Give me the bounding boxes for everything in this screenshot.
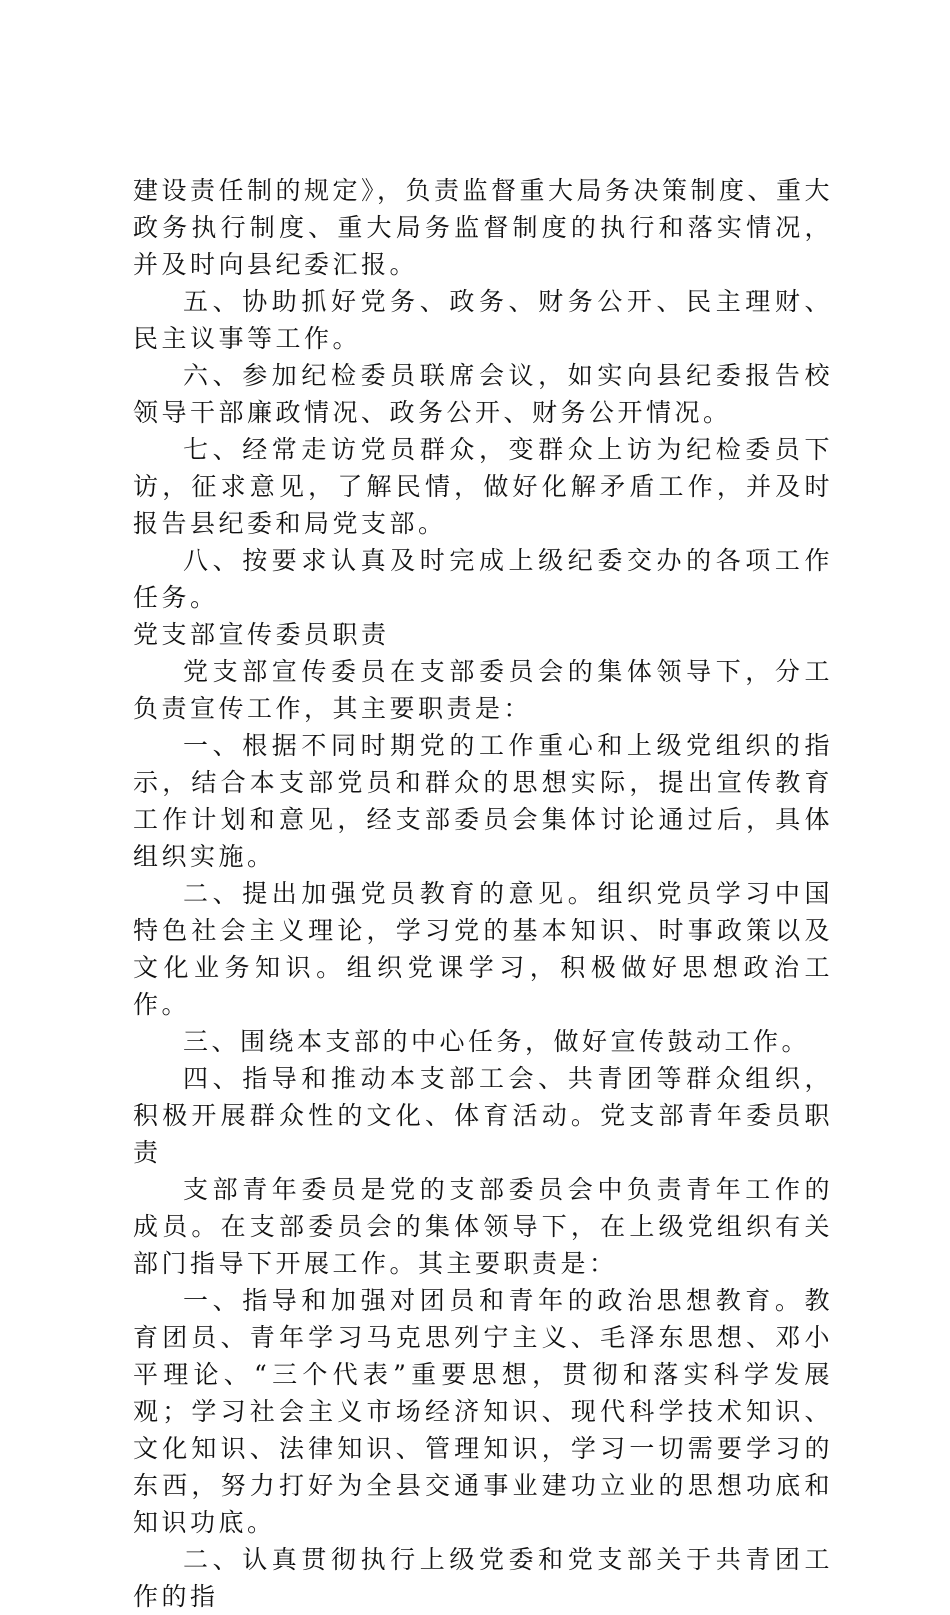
- paragraph: 五、协助抓好党务、政务、财务公开、民主理财、民主议事等工作。: [133, 287, 833, 353]
- document-body: [133, 172, 833, 1615]
- paragraph: 三、围绕本支部的中心任务，做好宣传鼓动工作。: [183, 1027, 811, 1056]
- paragraph: 建设责任制的规定》，负责监督重大局务决策制度、重大政务执行制度、重大局务监督制度的执行和落实情况，并及时向县纪委汇报。: [133, 176, 834, 279]
- paragraph: 八、按要求认真及时完成上级纪委交办的各项工作任务。: [133, 546, 833, 612]
- paragraph: 一、指导和加强对团员和青年的政治思想教育。教育团员、青年学习马克思列宁主义、毛泽东思想、邓小平理论、“三个代表”重要思想，贯彻和落实科学发展观；学习社会主义市场经济知识、现代科学技术知识、文化知识、法律知识、管理知识，学习一切需要学习的东西，努力打好为全县交通事业建功立业的思想功底和知识功底。: [133, 1286, 833, 1537]
- paragraph: 支部青年委员是党的支部委员会中负责青年工作的成员。在支部委员会的集体领导下，在上级党组织有关部门指导下开展工作。其主要职责是：: [133, 1175, 833, 1278]
- paragraph: 二、认真贯彻执行上级党委和党支部关于共青团工作的指: [133, 1545, 833, 1611]
- paragraph: 党支部宣传委员在支部委员会的集体领导下，分工负责宣传工作，其主要职责是：: [133, 657, 833, 723]
- paragraph: 一、根据不同时期党的工作重心和上级党组织的指示，结合本支部党员和群众的思想实际，提出宣传教育工作计划和意见，经支部委员会集体讨论通过后，具体组织实施。: [133, 731, 833, 871]
- paragraph: 七、经常走访党员群众，变群众上访为纪检委员下访，征求意见，了解民情，做好化解矛盾工作，并及时报告县纪委和局党支部。: [133, 435, 833, 538]
- paragraph: 四、指导和推动本支部工会、共青团等群众组织，积极开展群众性的文化、体育活动。党支部青年委员职责: [133, 1064, 833, 1167]
- section-heading: 党支部宣传委员职责: [133, 620, 390, 649]
- paragraph: 二、提出加强党员教育的意见。组织党员学习中国特色社会主义理论，学习党的基本知识、时事政策以及文化业务知识。组织党课学习，积极做好思想政治工作。: [133, 879, 833, 1019]
- paragraph: 六、参加纪检委员联席会议，如实向县纪委报告校领导干部廉政情况、政务公开、财务公开情况。: [133, 361, 833, 427]
